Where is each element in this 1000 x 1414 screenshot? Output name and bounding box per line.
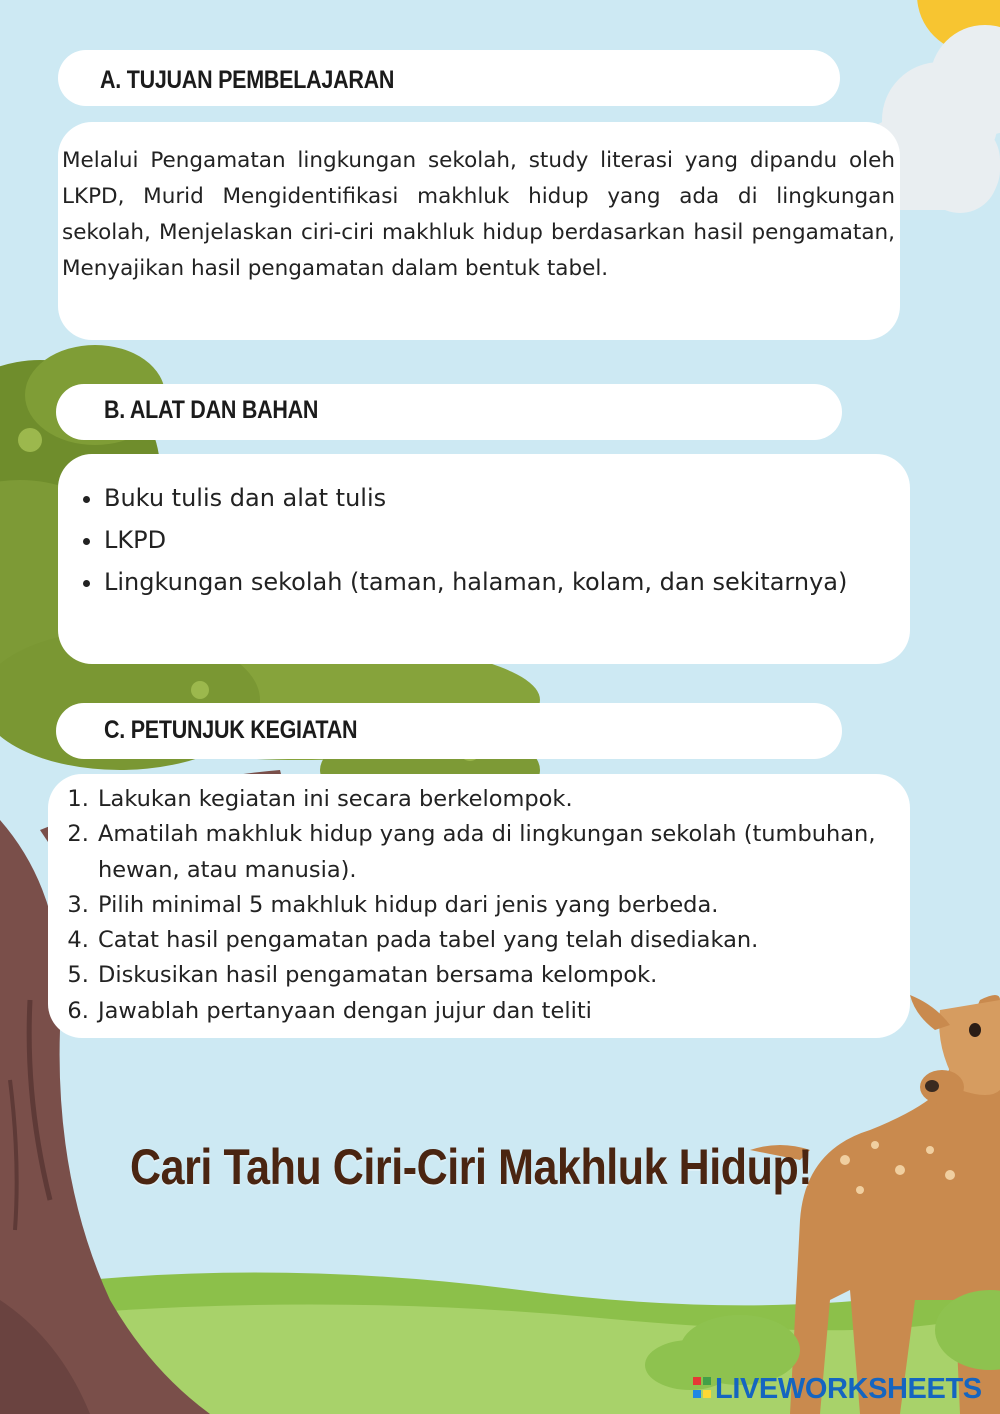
- list-item: 5. Diskusikan hasil pengamatan bersama kelompok.: [96, 958, 956, 993]
- list-item: 3. Pilih minimal 5 makhluk hidup dari jenis yang berbeda.: [96, 888, 956, 923]
- section-b-title: B. ALAT DAN BAHAN: [104, 396, 319, 424]
- section-c-title: C. PETUNJUK KEGIATAN: [104, 716, 358, 744]
- liveworksheets-logo-icon: [693, 1377, 711, 1403]
- learning-objective-text: Melalui Pengamatan lingkungan sekolah, study literasi yang dipandu oleh LKPD, Murid Mengidentifikasi makhluk hidup yang ada di lingkungan sekolah, Menjelaskan ciri-ciri makhluk hidup berdasarkan hasil pengamatan, Menyajikan hasil pengamatan dalam bentuk tabel.: [62, 148, 895, 281]
- list-item: • Buku tulis dan alat tulis: [104, 477, 847, 519]
- list-item: 1. Lakukan kegiatan ini secara berkelompok.: [96, 782, 956, 817]
- list-item: 4. Catat hasil pengamatan pada tabel yang telah disediakan.: [96, 923, 956, 958]
- instructions-list: [54, 782, 956, 1029]
- slogan-title: Cari Tahu Ciri-Ciri Makhluk Hidup!: [130, 1139, 813, 1195]
- materials-list: [62, 477, 847, 603]
- list-item: 2. Amatilah makhluk hidup yang ada di lingkungan sekolah (tumbuhan, hewan, atau manusia).: [96, 817, 956, 888]
- list-item: • Lingkungan sekolah (taman, halaman, kolam, dan sekitarnya): [104, 561, 847, 603]
- liveworksheets-brand[interactable]: [693, 1373, 982, 1406]
- brand-text: LIVEWORKSHEETS: [715, 1373, 982, 1405]
- list-item: 6. Jawablah pertanyaan dengan jujur dan teliti: [96, 994, 956, 1029]
- list-item: • LKPD: [104, 519, 847, 561]
- section-a-title: A. TUJUAN PEMBELAJARAN: [100, 66, 395, 94]
